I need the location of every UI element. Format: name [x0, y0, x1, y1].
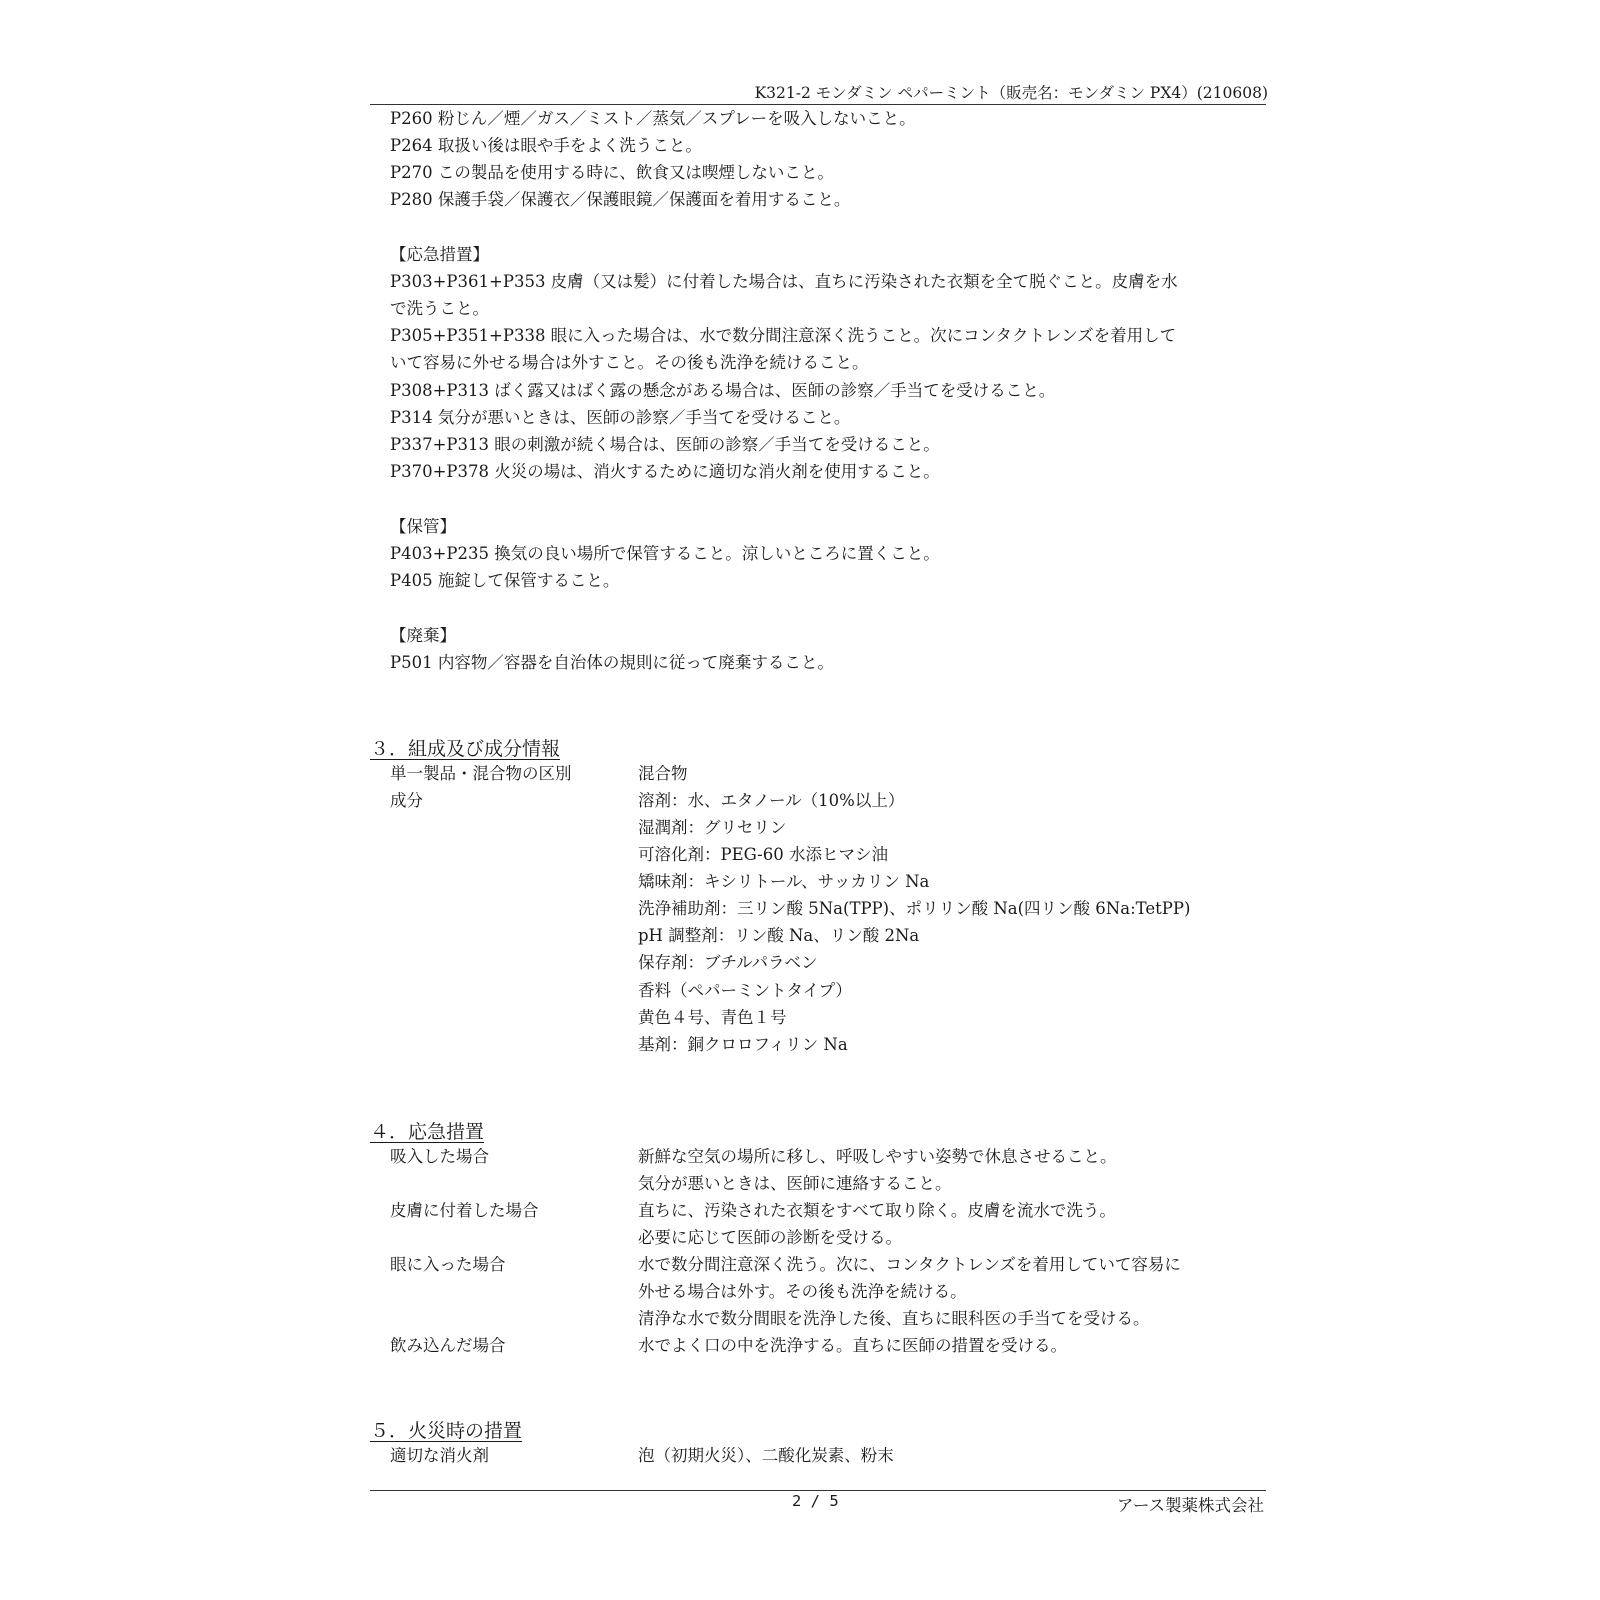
response-line: P303+P361+P353 皮膚（又は髪）に付着した場合は、直ちに汚染された衣類を全て脱ぐこと。皮膚を水 — [390, 272, 1178, 291]
row-value: 新鮮な空気の場所に移し、呼吸しやすい姿勢で休息させること。 — [638, 1147, 1117, 1166]
response-heading: 【応急措置】 — [390, 245, 489, 264]
response-line: P305+P351+P338 眼に入った場合は、水で数分間注意深く洗うこと。次にコンタクトレンズを着用して — [390, 326, 1177, 345]
row-value: 矯味剤：キシリトール、サッカリン Na — [638, 872, 930, 891]
storage-line: P405 施錠して保管すること。 — [390, 571, 620, 590]
row-value: 泡（初期火災）、二酸化炭素、粉末 — [638, 1446, 894, 1465]
row-value: 必要に応じて医師の診断を受ける。 — [638, 1228, 902, 1247]
row-value: 水で数分間注意深く洗う。次に、コンタクトレンズを着用していて容易に — [638, 1255, 1181, 1274]
row-label: 単一製品・混合物の区別 — [390, 764, 572, 783]
row-label: 成分 — [390, 791, 423, 810]
row-value: 混合物 — [638, 764, 688, 783]
header-divider — [370, 104, 1266, 105]
row-value: 可溶化剤：PEG-60 水添ヒマシ油 — [638, 845, 888, 864]
response-line: で洗うこと。 — [390, 299, 489, 318]
storage-heading: 【保管】 — [390, 517, 456, 536]
precaution-line: P260 粉じん／煙／ガス／ミスト／蒸気／スプレーを吸入しないこと。 — [390, 109, 916, 128]
row-value: 外せる場合は外す。その後も洗浄を続ける。 — [638, 1282, 967, 1301]
row-value: 溶剤：水、エタノール（10%以上） — [638, 791, 905, 810]
row-value: 湿潤剤：グリセリン — [638, 818, 787, 837]
row-value: 気分が悪いときは、医師に連絡すること。 — [638, 1174, 952, 1193]
row-value: 水でよく口の中を洗浄する。直ちに医師の措置を受ける。 — [638, 1336, 1067, 1355]
row-value: 保存剤：ブチルパラベン — [638, 953, 818, 972]
response-line: いて容易に外せる場合は外すこと。その後も洗浄を続けること。 — [390, 353, 869, 372]
footer-divider — [370, 1490, 1266, 1491]
disposal-heading: 【廃棄】 — [390, 626, 456, 645]
row-value: 直ちに、汚染された衣類をすべて取り除く。皮膚を流水で洗う。 — [638, 1201, 1116, 1220]
row-value: pH 調整剤：リン酸 Na、リン酸 2Na — [638, 926, 920, 945]
precaution-line: P264 取扱い後は眼や手をよく洗うこと。 — [390, 136, 702, 155]
disposal-line: P501 内容物／容器を自治体の規則に従って廃棄すること。 — [390, 653, 834, 672]
row-value: 香料（ペパーミントタイプ） — [638, 981, 852, 1000]
row-label: 皮膚に付着した場合 — [390, 1201, 539, 1220]
row-value: 清浄な水で数分間眼を洗浄した後、直ちに眼科医の手当てを受ける。 — [638, 1309, 1150, 1328]
company-name: アース製薬株式会社 — [1116, 1496, 1264, 1515]
row-value: 黄色４号、青色１号 — [638, 1008, 787, 1027]
section4-heading: ４．応急措置 — [370, 1121, 485, 1143]
row-value: 基剤：銅クロロフィリン Na — [638, 1035, 848, 1054]
row-label: 飲み込んだ場合 — [390, 1336, 506, 1355]
storage-line: P403+P235 換気の良い場所で保管すること。涼しいところに置くこと。 — [390, 544, 940, 563]
response-line: P308+P313 ばく露又はばく露の懸念がある場合は、医師の診察／手当てを受けること。 — [390, 381, 1056, 400]
section5-heading: ５．火災時の措置 — [370, 1420, 523, 1442]
precaution-line: P280 保護手袋／保護衣／保護眼鏡／保護面を着用すること。 — [390, 190, 851, 209]
precaution-line: P270 この製品を使用する時に、飲食又は喫煙しないこと。 — [390, 163, 834, 182]
row-value: 洗浄補助剤：三リン酸 5Na(TPP)、ポリリン酸 Na(四リン酸 6Na:TetPP) — [638, 899, 1191, 918]
row-label: 眼に入った場合 — [390, 1255, 506, 1274]
row-label: 吸入した場合 — [390, 1147, 489, 1166]
document-header-title: K321-2 モンダミン ペパーミント（販売名：モンダミン PX4）(210608) — [754, 84, 1268, 102]
page-number: 2 / 5 — [792, 1492, 839, 1510]
response-line: P337+P313 眼の刺激が続く場合は、医師の診察／手当てを受けること。 — [390, 435, 940, 454]
row-label: 適切な消火剤 — [390, 1446, 489, 1465]
response-line: P314 気分が悪いときは、医師の診察／手当てを受けること。 — [390, 408, 851, 427]
response-line: P370+P378 火災の場は、消火するために適切な消火剤を使用すること。 — [390, 462, 940, 481]
section3-heading: ３．組成及び成分情報 — [370, 738, 561, 760]
